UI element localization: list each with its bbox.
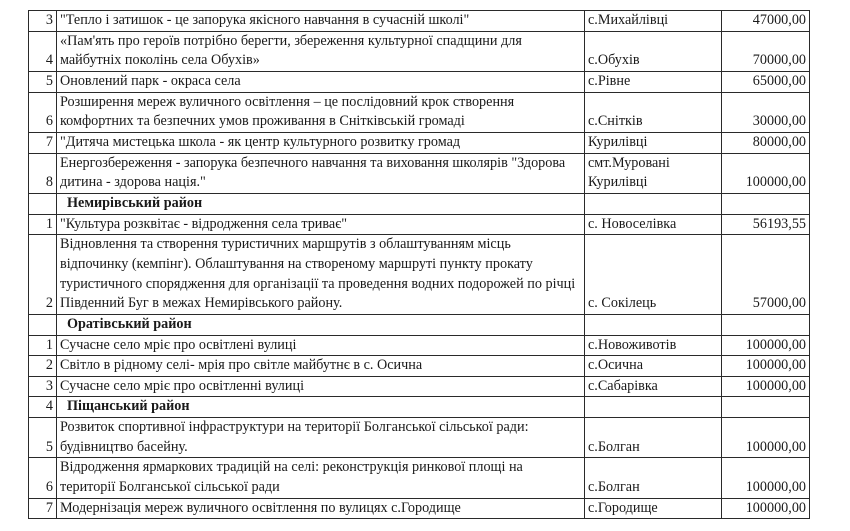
project-description: «Пам'ять про героїв потрібно берегти, збереження культурної спадщини для майбутніх поколінь села Обухів» [57, 31, 585, 71]
table-row [29, 31, 810, 71]
locality [585, 314, 722, 335]
table-row [29, 335, 810, 356]
table-row [29, 92, 810, 132]
project-description: Сучасне село мріє про освітлені вулиці [57, 335, 585, 356]
amount: 65000,00 [722, 71, 810, 92]
row-number: 6 [29, 458, 57, 498]
row-number: 2 [29, 356, 57, 377]
locality: с. Сокілець [585, 235, 722, 315]
district-name: Оратівський район [57, 314, 585, 335]
amount: 100000,00 [722, 153, 810, 193]
project-description: Сучасне село мріє про освітленні вулиці [57, 376, 585, 397]
table-row [29, 132, 810, 153]
amount: 70000,00 [722, 31, 810, 71]
project-description: Розвиток спортивної інфраструктури на території Болганської сільської ради: будівництво басейну. [57, 418, 585, 458]
project-description: Енергозбереження - запорука безпечного навчання та виховання школярів "Здорова дитина - здорова нація." [57, 153, 585, 193]
locality: смт.Муровані Курилівці [585, 153, 722, 193]
locality [585, 397, 722, 418]
table-row [29, 458, 810, 498]
locality [585, 193, 722, 214]
locality: с.Рівне [585, 71, 722, 92]
row-number: 3 [29, 376, 57, 397]
row-number: 4 [29, 31, 57, 71]
district-header-row [29, 193, 810, 214]
project-description: Оновлений парк - окраса села [57, 71, 585, 92]
district-header-row [29, 397, 810, 418]
row-number: 5 [29, 418, 57, 458]
amount: 100000,00 [722, 356, 810, 377]
table-row [29, 71, 810, 92]
table-row [29, 235, 810, 315]
project-description: "Тепло і затишок - це запорука якісного навчання в сучасній школі" [57, 11, 585, 32]
row-number [29, 314, 57, 335]
locality: с.Обухів [585, 31, 722, 71]
amount [722, 314, 810, 335]
table-row [29, 11, 810, 32]
row-number: 7 [29, 498, 57, 519]
row-number: 8 [29, 153, 57, 193]
row-number [29, 193, 57, 214]
project-description: Модернізація мереж вуличного освітлення по вулицях с.Городище [57, 498, 585, 519]
district-header-row [29, 314, 810, 335]
project-description: Відродження ярмаркових традицій на селі: реконструкція ринкової площі на території Болганської сільської ради [57, 458, 585, 498]
row-number: 1 [29, 335, 57, 356]
amount: 57000,00 [722, 235, 810, 315]
amount: 100000,00 [722, 498, 810, 519]
district-name: Піщанський район [57, 397, 585, 418]
locality: с.Снітків [585, 92, 722, 132]
table-row [29, 356, 810, 377]
table-row [29, 498, 810, 519]
project-description: "Дитяча мистецька школа - як центр культурного розвитку громад [57, 132, 585, 153]
table-row [29, 376, 810, 397]
amount: 30000,00 [722, 92, 810, 132]
row-number: 2 [29, 235, 57, 315]
locality: с.Сабарівка [585, 376, 722, 397]
row-number: 3 [29, 11, 57, 32]
row-number: 4 [29, 397, 57, 418]
locality: с.Новоживотів [585, 335, 722, 356]
row-number: 7 [29, 132, 57, 153]
locality: с.Городище [585, 498, 722, 519]
amount: 100000,00 [722, 458, 810, 498]
locality: с. Новоселівка [585, 214, 722, 235]
table-row [29, 153, 810, 193]
locality: Курилівці [585, 132, 722, 153]
amount: 100000,00 [722, 335, 810, 356]
project-description: Світло в рідному селі- мрія про світле майбутнє в с. Осична [57, 356, 585, 377]
locality: с.Михайлівці [585, 11, 722, 32]
project-description: "Культура розквітає - відродження села триває" [57, 214, 585, 235]
row-number: 5 [29, 71, 57, 92]
locality: с.Болган [585, 458, 722, 498]
project-description: Відновлення та створення туристичних маршрутів з облаштуванням місць відпочинку (кемпінг). Облаштування на створеному маршруті пункту прокату туристичного спорядження для організації та проведення водних подорожей по річці Південний Буг в межах Немирівського району. [57, 235, 585, 315]
amount: 80000,00 [722, 132, 810, 153]
amount [722, 193, 810, 214]
table-row [29, 418, 810, 458]
locality: с.Осична [585, 356, 722, 377]
project-description: Розширення мереж вуличного освітлення – це послідовний крок створення комфортних та безпечних умов проживання в Снітківській громаді [57, 92, 585, 132]
row-number: 6 [29, 92, 57, 132]
amount: 56193,55 [722, 214, 810, 235]
amount [722, 397, 810, 418]
projects-table [28, 10, 810, 519]
amount: 100000,00 [722, 376, 810, 397]
table-row [29, 214, 810, 235]
row-number: 1 [29, 214, 57, 235]
amount: 100000,00 [722, 418, 810, 458]
locality: с.Болган [585, 418, 722, 458]
amount: 47000,00 [722, 11, 810, 32]
district-name: Немирівський район [57, 193, 585, 214]
